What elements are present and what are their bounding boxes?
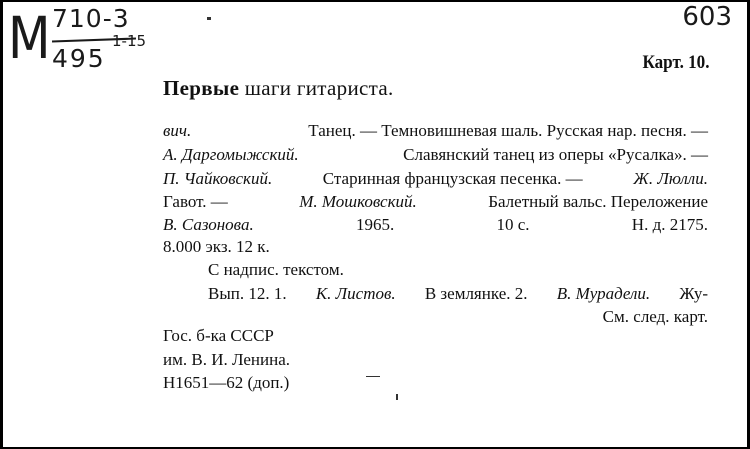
entry-code: Н. д. 2175. [631,215,708,234]
entry-line-3 [163,169,708,189]
entry-line-2-author: А. Даргомыжский. [163,145,299,164]
entry-note: С надпис. текстом. [208,260,344,279]
stamp-line-1: Гос. б-ка СССР [163,326,274,345]
entry-line-2-text: Славянский танец из оперы «Русалка». — [403,145,708,164]
card-number: Карт. 10. [641,52,709,73]
entry-line-3-author-2: Ж. Люлли. [633,169,708,188]
entry-line-1-author-tail: вич. [163,121,192,140]
stamp-line-2: им. В. И. Ленина. [163,350,291,369]
entry-line-4 [163,192,708,212]
card-border-top [0,0,750,2]
entry-line-3-text: Старинная французская песенка. — [322,169,583,188]
ink-speck [207,17,211,20]
entry-line-8-author: К. Листов. [315,284,396,303]
entry-print-run: 8.000 экз. 12 к. [163,237,270,256]
card-border-left [0,0,3,449]
entry-line-5 [163,215,708,235]
ink-dash [366,376,380,377]
entry-line-5-arranger: В. Сазонова. [163,215,254,234]
entry-line-8-issue: Вып. 12. 1. [208,284,287,303]
entry-pages: 10 с. [496,215,530,234]
entry-line-4-text-2: Балетный вальс. Переложение [488,192,708,211]
handwritten-letter: М [8,4,51,72]
entry-continuation: См. след. карт. [602,307,708,326]
handwritten-superscript: 1-15 [112,32,147,50]
entry-line-1-text: Танец. — Темновишневая шаль. Русская нар. песня. — [308,121,708,140]
title-bold-word: Первые [163,76,240,100]
entry-line-4-author: М. Мошковский. [299,192,417,211]
entry-line-8 [208,284,708,304]
entry-line-8-text: В землянке. 2. [424,284,528,303]
ink-dot [396,394,398,400]
handwritten-corner-number: 603 [682,2,732,32]
entry-line-1 [163,121,708,141]
entry-line-4-text: Гавот. — [163,192,228,211]
handwritten-shelf-number-top: 710-3 [52,4,130,33]
stamp-line-3: Н1651—62 (доп.) [163,373,290,392]
card-title [163,76,394,101]
entry-year: 1965. [355,215,395,234]
entry-line-8-tail: Жу- [679,284,708,303]
title-rest: шаги гитариста. [244,76,394,100]
entry-line-3-author: П. Чайковский. [163,169,273,188]
entry-line-2 [163,145,708,165]
handwritten-shelf-number-bottom: 495 [52,44,106,73]
entry-line-8-author-2: В. Мурадели. [556,284,651,303]
